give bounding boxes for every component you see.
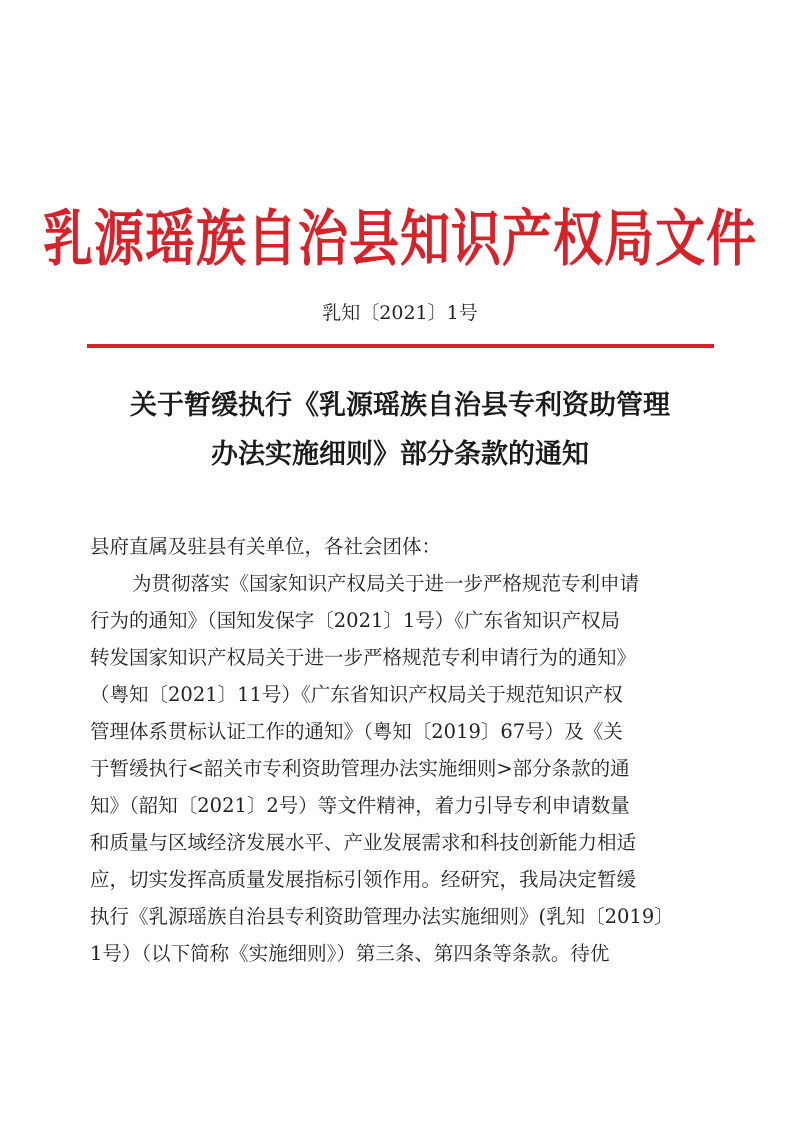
paragraph-line: 转发国家知识产权局关于进一步严格规范专利申请行为的通知》	[90, 646, 637, 669]
paragraph-line: 应，切实发挥高质量发展指标引领作用。经研究，我局决定暂缓	[90, 868, 637, 891]
red-divider-line	[87, 344, 714, 348]
title-line: 办法实施细则》部分条款的通知	[211, 439, 589, 470]
paragraph-line: 1号）（以下简称《实施细则》）第三条、第四条等条款。待优	[90, 942, 610, 965]
paragraph-line: 和质量与区域经济发展水平、产业发展需求和科技创新能力相适	[90, 831, 637, 854]
paragraph-line: 行为的通知》（国知发保字〔2021〕1号）《广东省知识产权局	[90, 609, 621, 632]
document-number: 乳知〔2021〕1号	[322, 302, 478, 324]
salutation: 县府直属及驻县有关单位，各社会团体：	[90, 535, 442, 558]
paragraph-line: 为贯彻落实《国家知识产权局关于进一步严格规范专利申请	[132, 572, 640, 595]
paragraph-line: （粤知〔2021〕11号）《广东省知识产权局关于规范知识产权	[90, 683, 623, 706]
paragraph-line: 管理体系贯标认证工作的通知》（粤知〔2019〕67号）及《关	[90, 720, 623, 743]
document-masthead: 乳源瑶族自治县知识产权局文件	[43, 202, 757, 275]
paragraph-line: 知》（韶知〔2021〕2号）等文件精神，着力引导专利申请数量	[90, 794, 630, 817]
notice-title	[90, 381, 710, 479]
paragraph-line: 于暂缓执行<韶关市专利资助管理办法实施细则>部分条款的通	[90, 757, 630, 780]
title-line: 关于暂缓执行《乳源瑶族自治县专利资助管理	[130, 390, 670, 421]
paragraph-line: 执行《乳源瑶族自治县专利资助管理办法实施细则》(乳知〔2019〕	[90, 905, 674, 928]
